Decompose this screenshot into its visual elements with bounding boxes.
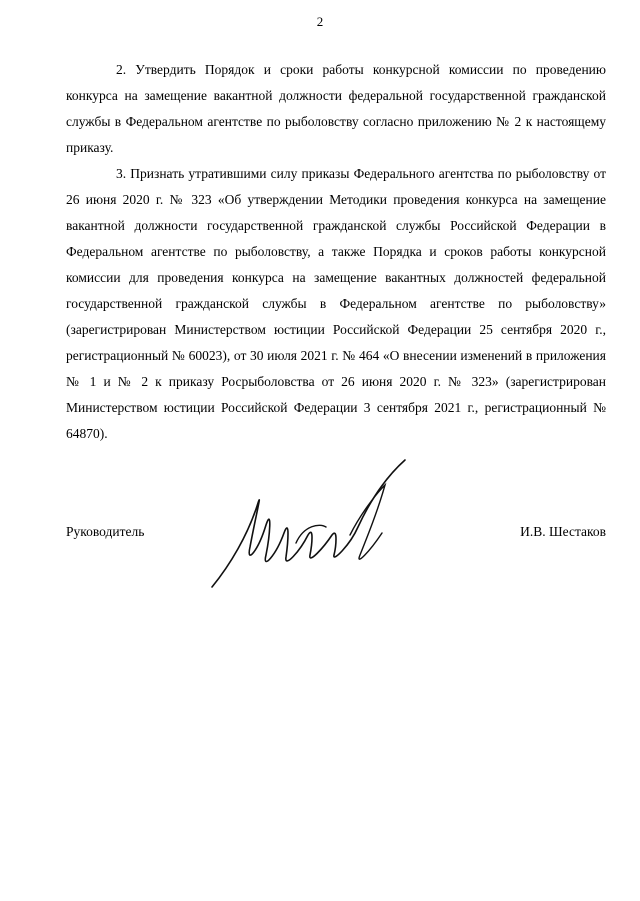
page-number: 2 — [316, 14, 324, 29]
position-title: Руководитель — [66, 524, 145, 539]
paragraph-approve-procedure: 2. Утвердить Порядок и сроки работы конкурсной комиссии по проведению конкурса на замещение вакантной должности федеральной государственной гражданской службы в Федеральном агентстве по рыболовству согласно приложению № 2 к настоящему приказу. — [66, 62, 606, 155]
signature-block — [66, 524, 606, 548]
paragraph-repeal-orders: 3. Признать утратившими силу приказы Федерального агентства по рыболовству от 26 июня 2020 г. № 323 «Об утверждении Методики проведения конкурса на замещение вакантной должности государственной гражданской службы Российской Федерации в Федеральном агентстве по рыболовству, а также Порядка и сроков работы конкурсной комиссии для проведения конкурса на замещение вакантных должностей федеральной государственной гражданской службы в Федеральном агентстве по рыболовству» (зарегистрирован Министерством юстиции Российской Федерации 25 сентября 2020 г., регистрационный № 60023), от 30 июля 2021 г. № 464 «О внесении изменений в приложения № 1 и № 2 к приказу Росрыболовства от 26 июня 2020 г. № 323» (зарегистрирован Министерством юстиции Российской Федерации 3 сентября 2021 г., регистрационный № 64870). — [66, 166, 606, 441]
signer-name: И.В. Шестаков — [520, 524, 606, 539]
